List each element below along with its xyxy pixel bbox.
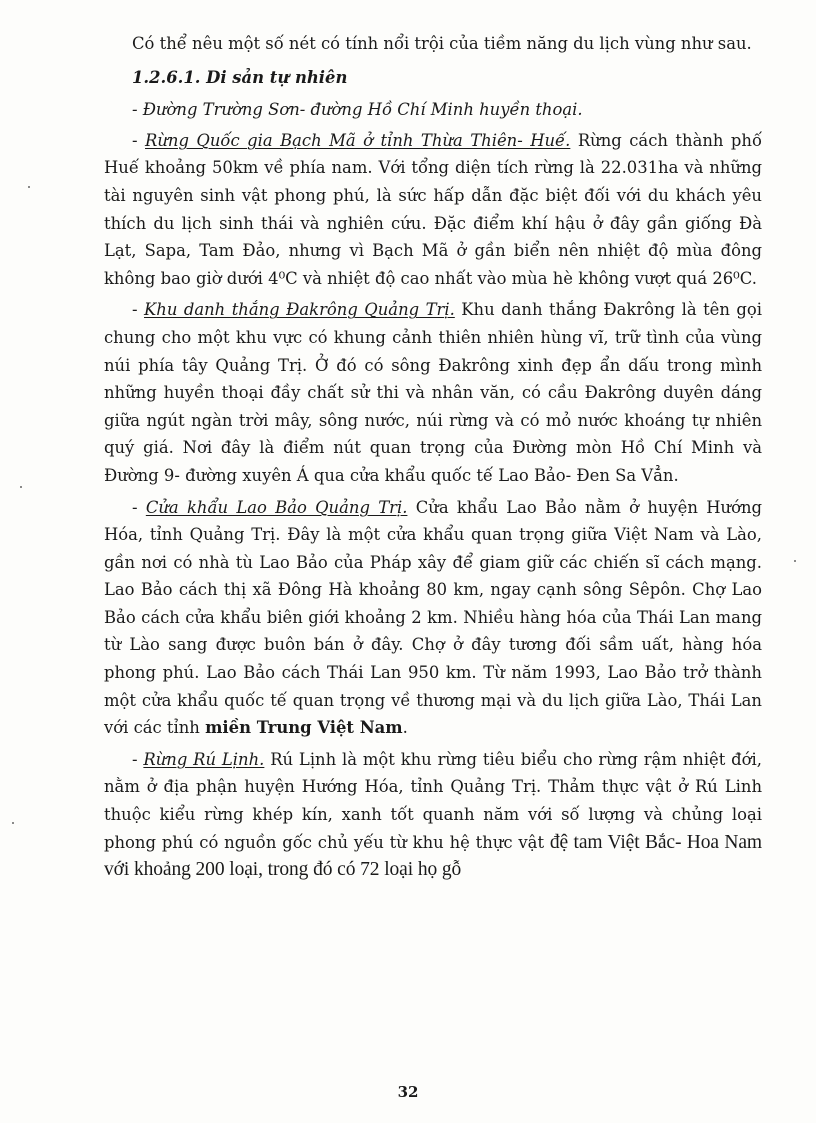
item-title: Rừng Quốc gia Bạch Mã ở tỉnh Thừa Thiên- Huế. (145, 130, 571, 150)
scan-mark (12, 822, 14, 824)
item-dash: - (132, 497, 146, 517)
item-title: Khu danh thắng Đakrông Quảng Trị. (144, 300, 455, 320)
item-body: Cửa khẩu Lao Bảo nằm ở huyện Hướng Hóa, tỉnh Quảng Trị. Đây là một cửa khẩu quan trọng giữa Việt Nam và Lào, gần nơi có nhà tù Lao Bảo của Pháp xây để giam giữ các chiến sĩ cách mạng. Lao Bảo cách thị xã Đông Hà khoảng 80 km, ngay cạnh sông Sêpôn. Chợ Lao Bảo cách cửa khẩu biên giới khoảng 2 km. Nhiều hàng hóa của Thái Lan mang từ Lào sang được buôn bán ở đây. Chợ ở đây tương đối sầm uất, hàng hóa phong phú. Lao Bảo cách Thái Lan 950 km. Từ năm 1993, Lao Bảo trở thành một cửa khẩu quốc tế quan trọng về thương mại và du lịch giữa Lào, Thái Lan với các tỉnh (104, 497, 762, 738)
item-title: Cửa khẩu Lao Bảo Quảng Trị. (145, 497, 408, 517)
scan-mark (20, 486, 22, 488)
item-body: Rừng cách thành phố Huế khoảng 50km về phía nam. Với tổng diện tích rừng là 22.031ha và những tài nguyên sinh vật phong phú, là sức hấp dẫn đặc biệt đối với du khách yêu thích du lịch sinh thái và nghiên cứu. Đặc điểm khí hậu ở đây gần giống Đà Lạt, Sapa, Tam Đảo, nhưng vì Bạch Mã ở gần biển nên nhiệt độ mùa đông không bao giờ dưới 4⁰C và nhiệt độ cao nhất vào mùa hè không vượt quá 26⁰C. (104, 130, 762, 288)
intro-paragraph: Có thể nêu một số nét có tính nổi trội của tiềm năng du lịch vùng như sau. (132, 34, 752, 53)
item-dash: - (132, 300, 145, 320)
page-number: 32 (397, 1083, 419, 1101)
scan-mark (28, 186, 30, 188)
item-bach-ma (104, 127, 762, 293)
item-dakrong (104, 296, 762, 489)
item-body: Khu danh thắng Đakrông là tên gọi chung cho một khu vực có khung cảnh thiên nhiên hùng vĩ, trữ tình của vùng núi phía tây Quảng Trị. Ở đó có sông Đakrông xinh đẹp ẩn dấu trong mình những huyền thoại đầy chất sử thi và nhân văn, có cầu Đakrông duyên dáng giữa ngút ngàn trời mây, sông nước, núi rừng và có mỏ nước khoáng tự nhiên quý giá. Nơi đây là điểm nút quan trọng của Đường mòn Hồ Chí Minh và Đường 9- đường xuyên Á qua cửa khẩu quốc tế Lao Bảo- Đen Sa Vẳn. (104, 300, 762, 485)
item-body-last-line: đệ tam Việt Bắc- Hoa Nam với khoảng 200 loại, trong đó có 72 loại họ gỗ (104, 831, 763, 881)
item-body-end: . (402, 718, 408, 738)
item-title: Rừng Rú Lịnh. (143, 749, 265, 769)
item-dash: - (132, 749, 144, 769)
section-heading: 1.2.6.1. Di sản tự nhiên (132, 67, 348, 87)
item-body-bold: miền Trung Việt Nam (205, 718, 403, 738)
body-text (104, 30, 762, 884)
item-body: Rú Lịnh là một khu rừng tiêu biểu cho rừng rậm nhiệt đới, nằm ở địa phận huyện Hướng Hóa, tỉnh Quảng Trị. Thảm thực vật ở Rú Linh thuộc kiểu rừng khép kín, xanh tốt quanh năm với số lượng và chủng loại phong phú có nguồn gốc chủ yếu từ khu hệ thực vật (104, 749, 762, 852)
item-dash: - (132, 130, 146, 150)
item-title: - Đường Trường Sơn- đường Hồ Chí Minh huyền thoại. (132, 100, 583, 120)
item-truong-son (104, 96, 762, 124)
item-lao-bao (104, 494, 762, 742)
scan-mark (794, 560, 796, 562)
item-ru-linh (104, 746, 762, 884)
